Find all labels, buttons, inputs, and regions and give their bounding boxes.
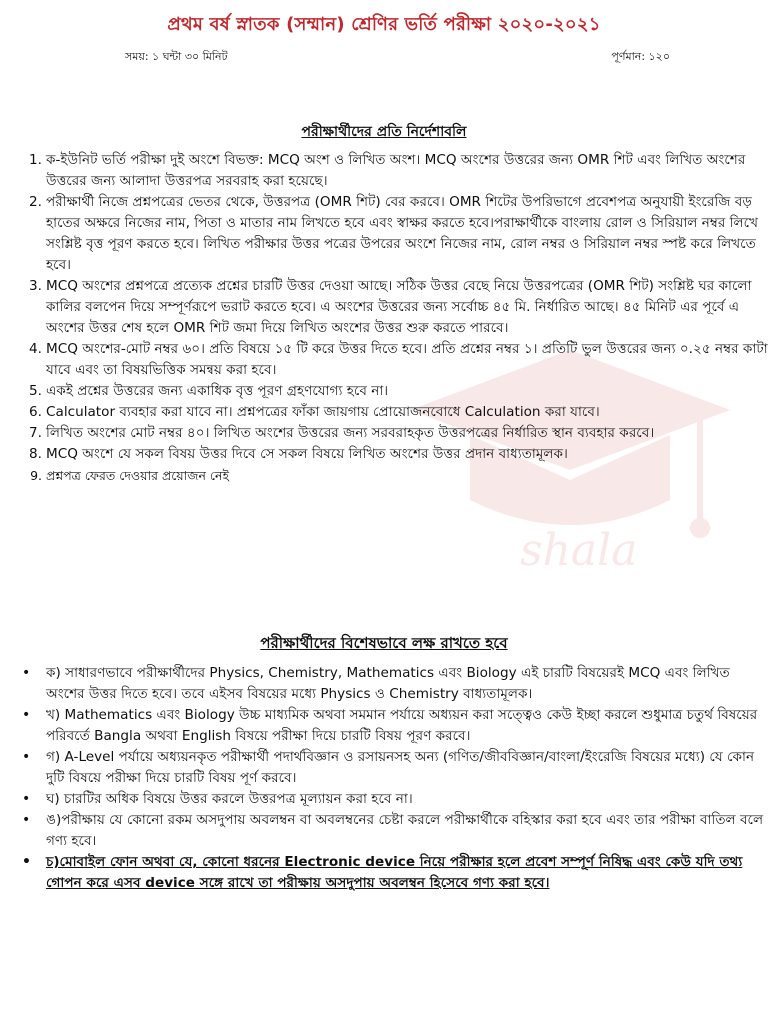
- instructions-list: [0, 150, 768, 486]
- instruction-number: 3.: [29, 278, 42, 294]
- special-rules-list: [0, 663, 768, 894]
- instruction-text: প্রশ্নপত্র ফেরত দেওয়ার প্রয়োজন নেই: [46, 468, 229, 483]
- instruction-item: [30, 150, 768, 192]
- bullet-icon: •: [22, 854, 31, 870]
- instruction-item: [30, 465, 768, 486]
- bullet-icon: •: [22, 812, 31, 828]
- instruction-item: [30, 444, 768, 465]
- instruction-item: [30, 402, 768, 423]
- instruction-number: 5.: [29, 383, 42, 399]
- instruction-item: [30, 381, 768, 402]
- instruction-number: 7.: [29, 425, 42, 441]
- instruction-text: একই প্রশ্নের উত্তরের জন্য একাধিক বৃত্ত পূরণ গ্রহণযোগ্য হবে না।: [46, 383, 389, 399]
- instruction-text: Calculator ব্যবহার করা যাবে না। প্রশ্নপত্রের ফাঁকা জায়গায় প্রোয়োজনবোধে Calculation করা যাবে।: [46, 404, 600, 420]
- rule-text: চ)মোবাইল ফোন অথবা যে, কোনো ধরনের Electronic device নিয়ে পরীক্ষার হলে প্রবেশ সম্পূর্ণ নিষিদ্ধ এবং কেউ যদি তথ্য গোপন করে এসব device সঙ্গে রাখে তা পরীক্ষায় অসদুপায় অবলম্বন হিসেবে গণ্য করা হবে।: [46, 854, 743, 891]
- rule-text: ঙ)পরীক্ষায় যে কোনো রকম অসদুপায় অবলম্বন বা অবলম্বনের চেষ্টা করলে পরীক্ষার্থীকে বহিস্কার করা হবে এবং তার পরীক্ষা বাতিল বলে গণ্য হবে।: [46, 812, 764, 849]
- instruction-number: 2.: [29, 194, 42, 210]
- instruction-item: [30, 192, 768, 276]
- instruction-item: [30, 423, 768, 444]
- rule-text: গ) A-Level পর্যায়ে অধ্যয়নকৃত পরীক্ষার্থী পদার্থবিজ্ঞান ও রসায়নসহ অন্য (গণিত/জীববিজ্ঞান/বাংলা/ইংরেজি বিষয়ের মধ্যে) যে কোন দুটি বিষয়ে পরীক্ষা দিয়ে চারটি বিষয় পূর্ণ করবে।: [46, 749, 755, 786]
- instruction-text: পরীক্ষার্থী নিজে প্রশ্নপত্রের ভেতর থেকে, উত্তরপত্র (OMR শিট) বের করবে। OMR শিটের উপরিভাগে প্রবেশপত্র অনুযায়ী ইংরেজি বড় হাতের অক্ষরে নিজের নাম, পিতা ও মাতার নাম লিখতে হবে এবং স্বাক্ষর করতে হবে।পরাক্ষার্থীকে বাংলায় রোল ও সিরিয়াল নম্বর লিখে সংশ্লিষ্ট বৃত্ত পূরণ করতে হবে। লিখিত পরীক্ষার উত্তর পত্রের উপরের অংশে নিজের নাম, রোল নম্বর ও সিরিয়াল নম্বর স্পষ্ট করে লিখতে হবে।: [46, 194, 759, 273]
- rule-item: [22, 705, 768, 747]
- rule-item-emphasized: [22, 852, 768, 894]
- rule-text: ঘ) চারটির অধিক বিষয়ে উত্তর করলে উত্তরপত্র মূল্যায়ন করা হবে না।: [46, 791, 413, 807]
- instruction-item: [30, 339, 768, 381]
- bullet-icon: •: [22, 665, 31, 681]
- instruction-text: MCQ অংশের প্রশ্নপত্রে প্রত্যেক প্রশ্নের চারটি উত্তর দেওয়া আছে। সঠিক উত্তর বেছে নিয়ে উত্তরপত্রের (OMR শিট) সংশ্লিষ্ট ঘর কালো কালির বলপেন দিয়ে সম্পূর্ণরূপে ভরাট করতে হবে। এ অংশের উত্তরের জন্য সর্বোচ্চ ৪৫ মি. নির্ধারিত আছে। ৪৫ মিনিট এর পূর্বে এ অংশের উত্তর শেষ হলে OMR শিট জমা দিয়ে লিখিত অংশের উত্তর শুরু করতে পারবে।: [46, 278, 752, 336]
- instruction-text: লিখিত অংশের মোট নম্বর ৪০। লিখিত অংশের উত্তরের জন্য সরবরাহকৃত উত্তরপত্রের নির্ধারিত স্থান ব্যবহার করবে।: [46, 425, 655, 441]
- instructions-heading: পরীক্ষার্থীদের প্রতি নির্দেশাবলি: [301, 124, 467, 140]
- instruction-item: [30, 276, 768, 339]
- bullet-icon: •: [22, 707, 31, 723]
- rule-item: [22, 789, 768, 810]
- special-attention-heading: পরীক্ষার্থীদের বিশেষভাবে লক্ষ রাখতে হবে: [260, 634, 508, 652]
- rule-text: ক) সাধারণভাবে পরীক্ষার্থীদের Physics, Chemistry, Mathematics এবং Biology এই চারটি বিষয়েরই MCQ এবং লিখিত অংশের উত্তর দিতে হবে। তবে এইসব বিষয়ের মধ্যে Physics ও Chemistry বাধ্যতামূলক।: [46, 665, 730, 702]
- bullet-icon: •: [22, 749, 31, 765]
- instruction-number: 4.: [29, 341, 42, 357]
- instruction-text: MCQ অংশের-মোট নম্বর ৬০। প্রতি বিষয়ে ১৫ টি করে উত্তর দিতে হবে। প্রতি প্রশ্নের নম্বর ১। প্রতিটি ভুল উত্তরের জন্য ০.২৫ নম্বর কাটা যাবে এবং তা বিষয়ভিত্তিক সমন্বয় করা হবে।: [46, 341, 768, 378]
- rule-item: [22, 663, 768, 705]
- exam-duration: সময়: ১ ঘন্টা ৩০ মিনিট: [125, 50, 228, 63]
- instruction-text: MCQ অংশে যে সকল বিষয় উত্তর দিবে সে সকল বিষয়ে লিখিত অংশের উত্তর প্রদান বাধ্যতামূলক।: [46, 446, 568, 462]
- instruction-number: 6.: [29, 404, 42, 420]
- instruction-number: 9.: [30, 468, 42, 483]
- exam-full-marks: পূর্ণমান: ১২০: [611, 50, 670, 63]
- rule-item: [22, 810, 768, 852]
- exam-title: প্রথম বর্ষ স্নাতক (সম্মান) শ্রেণির ভর্তি পরীক্ষা ২০২০-২০২১: [167, 14, 601, 35]
- rule-item: [22, 747, 768, 789]
- instruction-number: 1.: [29, 152, 42, 168]
- bullet-icon: •: [22, 791, 31, 807]
- instruction-number: 8.: [29, 446, 42, 462]
- instruction-text: ক-ইউনিট ভর্তি পরীক্ষা দুই অংশে বিভক্ত: MCQ অংশ ও লিখিত অংশ। MCQ অংশের উত্তরের জন্য OMR শিট এবং লিখিত অংশের উত্তরের জন্য আলাদা উত্তরপত্র সরবরাহ করা হয়েছে।: [46, 152, 746, 189]
- watermark-text: shala: [520, 525, 638, 570]
- rule-text: খ) Mathematics এবং Biology উচ্চ মাধ্যমিক অথবা সমমান পর্যায়ে অধ্যয়ন করা সত্ত্বেও কেউ ইচ্ছা করলে শুধুমাত্র চতুর্থ বিষয়ের পরিবর্তে Bangla অথবা English বিষয়ে পরীক্ষা দিয়ে চারটি বিষয় পূরণ করবে।: [46, 707, 758, 744]
